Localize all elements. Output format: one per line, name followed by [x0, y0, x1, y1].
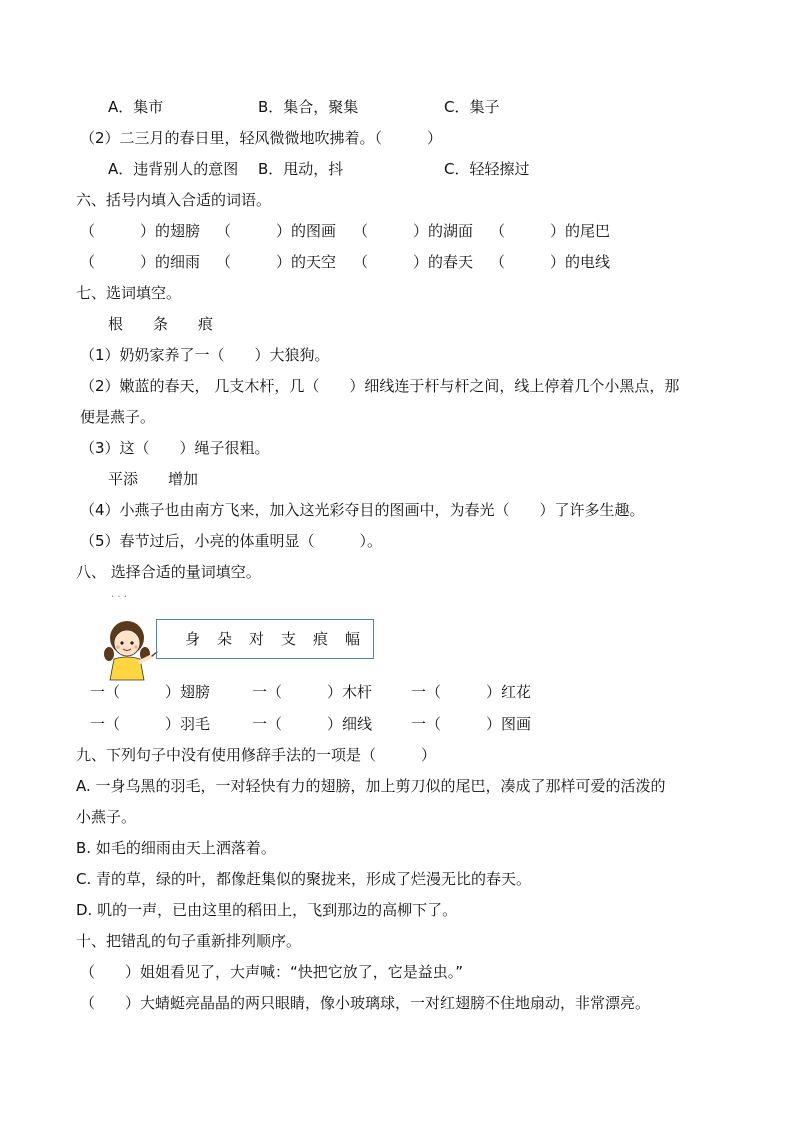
fill-blank: （ ）的图画 [216, 222, 337, 240]
fill-blank: （ ）的翅膀 [80, 222, 201, 240]
measure-word-box [156, 619, 374, 659]
question-7-4: （4）小燕子也由南方飞来，加入这光彩夺目的图画中，为春光（ ）了许多生趣。 [80, 501, 645, 519]
fill-blank: 一（ ）红花 [411, 683, 532, 701]
section-8-heading: 八、 选择合适的量词填空。 [76, 563, 261, 581]
question-7-1: （1）奶奶家养了一（ ）大狼狗。 [80, 346, 330, 364]
option-a: A．违背别人的意图 [108, 160, 239, 178]
girl-pointing-illustration [100, 612, 162, 682]
section-6-heading: 六、括号内填入合适的词语。 [76, 191, 272, 209]
section-7-heading: 七、选词填空。 [76, 284, 182, 302]
question-7-5: （5）春节过后，小亮的体重明显（ ）。 [80, 532, 383, 550]
sentence-item: （ ）姐姐看见了，大声喊：“快把它放了，它是益虫。” [80, 963, 464, 981]
option-b: B．甩动，抖 [258, 160, 344, 178]
option-c: C．轻轻擦过 [444, 160, 530, 178]
fill-blank: 一（ ）翅膀 [90, 683, 211, 701]
fill-blank: （ ）的细雨 [80, 253, 201, 271]
box-word: 朵 [217, 630, 233, 648]
word-choices: 根 条 痕 [108, 315, 214, 333]
box-word: 对 [249, 630, 265, 648]
sentence-item: （ ）大蜻蜓亮晶晶的两只眼睛，像小玻璃球，一对红翅膀不住地扇动，非常漂亮。 [80, 994, 651, 1012]
option-a: A．集市 [108, 98, 164, 116]
question-7-2-cont: 便是燕子。 [80, 408, 156, 426]
section-10-heading: 十、把错乱的句子重新排列顺序。 [76, 932, 302, 950]
question-7-2: （2）嫩蓝的春天， 几支木杆，几（ ）细线连于杆与杆之间，线上停着几个小黑点，那 [80, 377, 680, 395]
fill-blank: 一（ ）细线 [252, 715, 373, 733]
fill-blank: （ ）的湖面 [353, 222, 474, 240]
option-a-cont: 小燕子。 [76, 808, 137, 826]
word-choices: 平添 增加 [108, 470, 199, 488]
fill-blank: （ ）的电线 [490, 253, 611, 271]
option-c: C．集子 [444, 98, 500, 116]
option-c: C. 青的草，绿的叶，都像赶集似的聚拢来，形成了烂漫无比的春天。 [76, 870, 532, 888]
question-7-3: （3）这（ ）绳子很粗。 [80, 439, 270, 457]
fill-blank: （ ）的春天 [353, 253, 474, 271]
box-word: 痕 [313, 630, 329, 648]
fill-blank: 一（ ）图画 [411, 715, 532, 733]
box-word: 幅 [345, 630, 361, 648]
option-b: B. 如毛的细雨由天上洒落着。 [76, 839, 276, 857]
question-2: （2）二三月的春日里，轻风微微地吹拂着。（ ） [80, 129, 443, 147]
box-word: 支 [281, 630, 297, 648]
fill-blank: （ ）的天空 [216, 253, 337, 271]
option-d: D. 叽的一声，已由这里的稻田上，飞到那边的高柳下了。 [76, 901, 458, 919]
option-b: B．集合，聚集 [258, 98, 359, 116]
section-9-heading: 九、下列句子中没有使用修辞手法的一项是（ ） [76, 746, 437, 764]
fill-blank: 一（ ）羽毛 [90, 715, 211, 733]
decor-dots: · · · [111, 592, 127, 603]
option-a: A. 一身乌黑的羽毛，一对轻快有力的翅膀，加上剪刀似的尾巴，凑成了那样可爱的活泼的 [76, 777, 666, 795]
box-word: 身 [185, 630, 201, 648]
fill-blank: 一（ ）木杆 [252, 683, 373, 701]
fill-blank: （ ）的尾巴 [490, 222, 611, 240]
